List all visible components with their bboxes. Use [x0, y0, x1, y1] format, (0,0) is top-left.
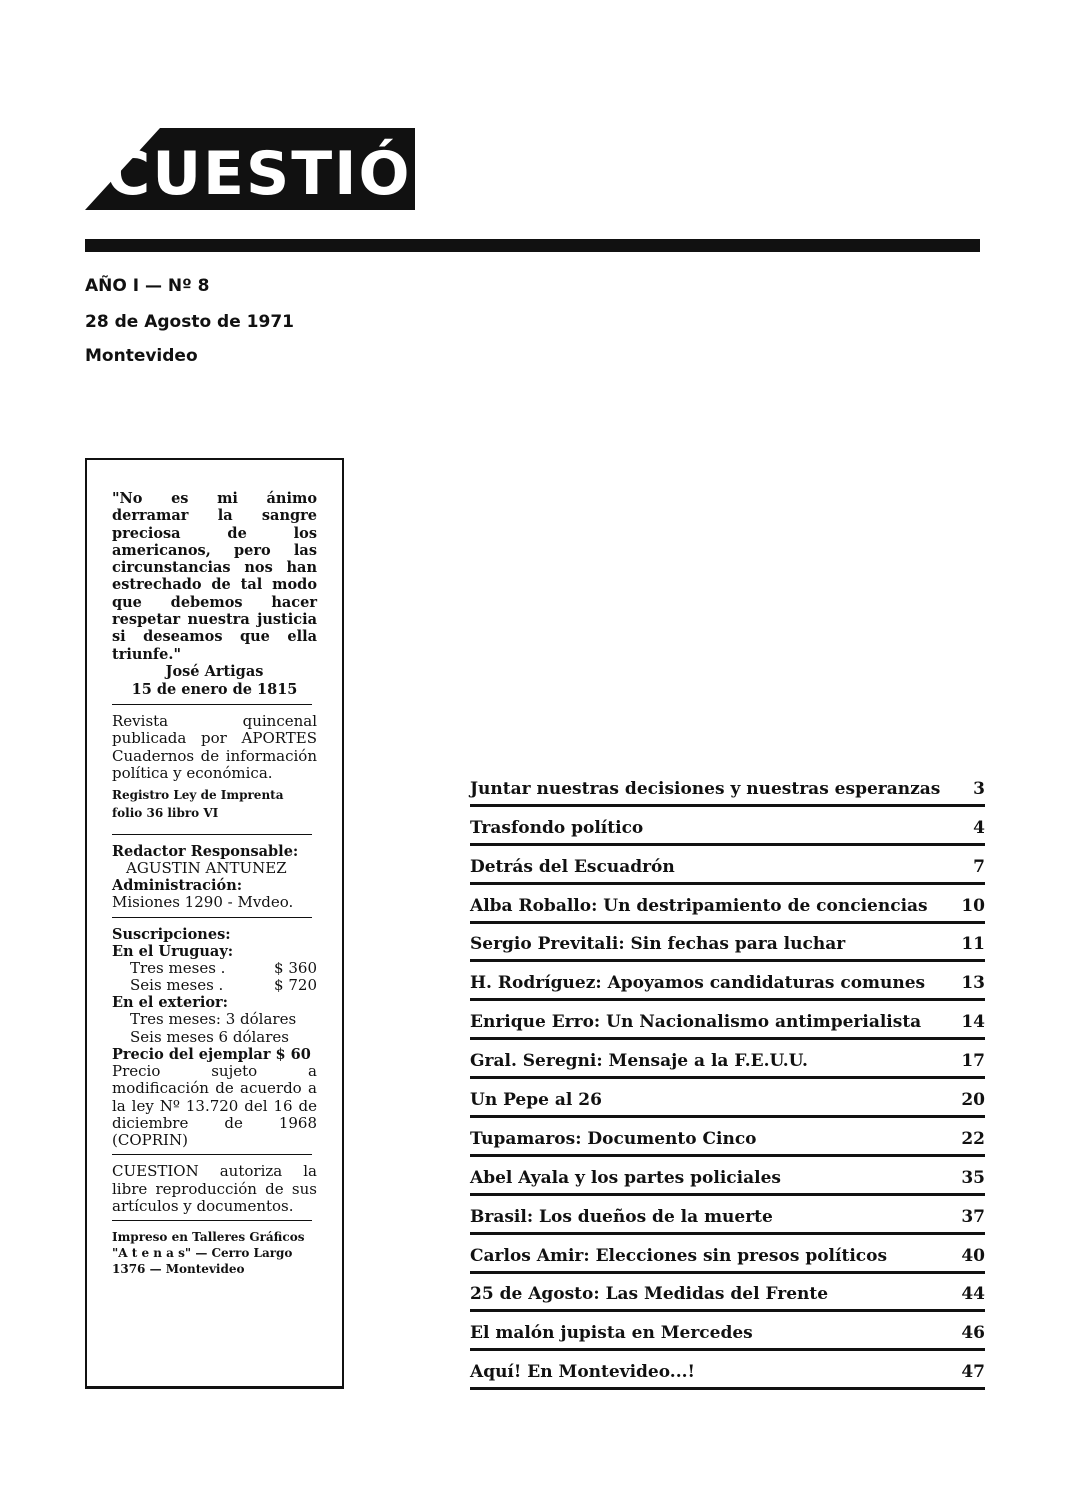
toc-page: 20 [961, 1090, 985, 1111]
toc-item[interactable] [470, 1120, 985, 1157]
toc-page: 47 [961, 1362, 985, 1383]
publication-info: Revista quincenal publicada por APORTES Cuadernos de información política y económica. [112, 711, 317, 782]
toc-title: Detrás del Escuadrón [470, 856, 675, 877]
toc-item[interactable] [470, 848, 985, 885]
masthead-logo [85, 128, 464, 210]
divider [112, 834, 312, 835]
reproduction-notice: CUESTION autoriza la libre reproducción de sus artículos y documentos. [112, 1162, 317, 1216]
divider [112, 1220, 312, 1221]
registry-info: Registro Ley de Imprenta folio 36 libro VI [112, 788, 284, 821]
quote-date: 15 de enero de 1815 [131, 680, 298, 698]
toc-item[interactable] [470, 1314, 985, 1351]
toc-page: 46 [961, 1323, 985, 1344]
issue-date: 28 de Agosto de 1971 [85, 312, 294, 332]
toc-page: 7 [973, 856, 985, 877]
toc-item[interactable] [470, 926, 985, 963]
toc-page: 11 [961, 934, 985, 955]
toc-item[interactable] [470, 1276, 985, 1313]
toc-title: Abel Ayala y los partes policiales [470, 1167, 781, 1188]
toc-page: 44 [961, 1284, 985, 1305]
toc-title: Carlos Amir: Elecciones sin presos políticos [470, 1245, 888, 1266]
rate-period: Seis meses . [130, 976, 224, 995]
toc-title: Un Pepe al 26 [470, 1090, 602, 1111]
divider [112, 1154, 312, 1155]
quote-author: José Artigas [165, 662, 264, 680]
toc-item[interactable] [470, 1237, 985, 1274]
abroad-label: En el exterior: [112, 994, 229, 1012]
toc-title: H. Rodríguez: Apoyamos candidaturas comunes [470, 973, 926, 994]
toc-title: Juntar nuestras decisiones y nuestras esperanzas [470, 778, 941, 799]
admin-address: Misiones 1290 - Mvdeo. [112, 893, 294, 912]
toc-title: Brasil: Los dueños de la muerte [470, 1206, 773, 1227]
uruguay-label: En el Uruguay: [112, 942, 234, 960]
toc-item[interactable] [470, 1081, 985, 1118]
toc-page: 10 [961, 895, 985, 916]
toc-page: 14 [961, 1012, 985, 1033]
toc-title: Trasfondo político [470, 817, 644, 838]
toc-title: 25 de Agosto: Las Medidas del Frente [470, 1284, 829, 1305]
toc-page: 22 [961, 1128, 985, 1149]
toc-title: Tupamaros: Documento Cinco [470, 1128, 757, 1149]
editor-label: Redactor Responsable: [112, 843, 299, 861]
toc-title: Sergio Previtali: Sin fechas para luchar [470, 934, 846, 955]
toc-page: 37 [961, 1206, 985, 1227]
rate-price: $ 720 [274, 976, 317, 995]
toc-item[interactable] [470, 964, 985, 1001]
toc-page: 17 [961, 1051, 985, 1072]
single-copy-price: Precio del ejemplar $ 60 [112, 1045, 311, 1063]
printer-info: Impreso en Talleres Gráficos "A t e n a s" — Cerro Largo 1376 — Montevideo [112, 1230, 305, 1277]
abroad-rate: Tres meses: 3 dólares [130, 1010, 297, 1029]
toc-item[interactable] [470, 809, 985, 846]
toc-item[interactable] [470, 1198, 985, 1235]
toc-title: Gral. Seregni: Mensaje a la F.E.U.U. [470, 1051, 808, 1072]
toc-item[interactable] [470, 887, 985, 924]
toc-item[interactable] [470, 1003, 985, 1040]
masthead-info-box [85, 458, 344, 1389]
toc-item[interactable] [470, 1042, 985, 1079]
toc-item[interactable] [470, 770, 985, 807]
editor-name: AGUSTIN ANTUNEZ [126, 859, 287, 878]
admin-label: Administración: [112, 877, 243, 895]
svg-text:CUESTIÓN: CUESTIÓN [106, 139, 464, 209]
price-note: Precio sujeto a modificación de acuerdo a la ley Nº 13.720 del 16 de diciembre de 1968 (COPRIN) [112, 1061, 317, 1150]
artigas-quote: "No es mi ánimo derramar la sangre preciosa de los americanos, pero las circunstancias nos han estrechado de tal modo que debemos hacer respetar nuestra justicia si deseamos que ella triunfe." [112, 490, 317, 663]
subscriptions-label: Suscripciones: [112, 925, 231, 943]
toc-page: 40 [961, 1245, 985, 1266]
table-of-contents [470, 770, 985, 1392]
uy-rate-row [112, 977, 317, 994]
issue-city: Montevideo [85, 346, 198, 366]
toc-title: Aquí! En Montevideo...! [470, 1362, 695, 1383]
toc-item[interactable] [470, 1353, 985, 1390]
issue-number: AÑO I — Nº 8 [85, 276, 210, 296]
toc-title: Alba Roballo: Un destripamiento de conciencias [470, 895, 928, 916]
toc-item[interactable] [470, 1159, 985, 1196]
masthead-rule [85, 239, 980, 252]
rate-period: Tres meses . [130, 958, 226, 977]
abroad-rate: Seis meses 6 dólares [130, 1027, 289, 1046]
toc-title: El malón jupista en Mercedes [470, 1323, 753, 1344]
toc-title: Enrique Erro: Un Nacionalismo antimperialista [470, 1012, 922, 1033]
uy-rate-row [112, 960, 317, 977]
toc-page: 4 [973, 817, 985, 838]
divider [112, 917, 312, 918]
rate-price: $ 360 [274, 958, 317, 977]
toc-page: 13 [961, 973, 985, 994]
toc-page: 3 [973, 778, 985, 799]
divider [112, 704, 312, 705]
toc-page: 35 [961, 1167, 985, 1188]
